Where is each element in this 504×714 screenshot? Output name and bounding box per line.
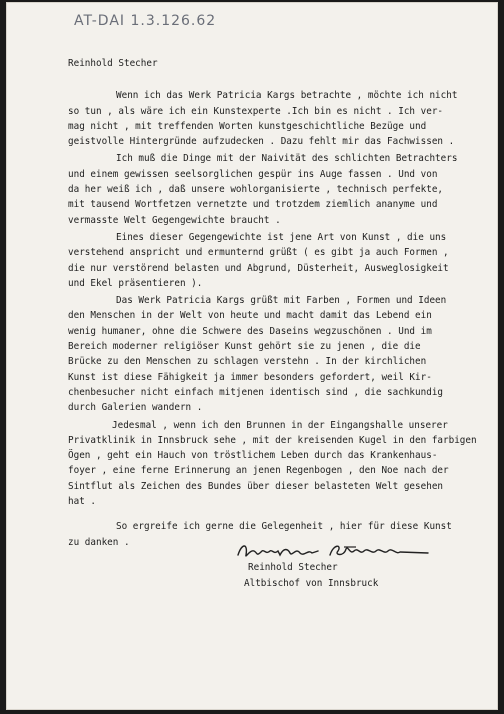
- paragraph-3: [68, 230, 488, 291]
- handwritten-signature: [234, 537, 434, 565]
- text-line: die nur verstörend belasten und Abgrund, Düsterheit, Ausweglosigkeit: [68, 262, 449, 274]
- signer-title: Altbischof von Innsbruck: [244, 578, 379, 589]
- letter-heading: Reinhold Stecher: [68, 58, 158, 69]
- text-line: so tun , als wäre ich ein Kunstexperte .Ich bin es nicht . Ich ver-: [68, 105, 444, 117]
- text-line: Bereich moderner religiöser Kunst gehört sie zu jenen , die die: [68, 341, 421, 353]
- text-line: Sintflut als Zeichen des Bundes über dieser belasteten Welt gesehen: [68, 480, 444, 492]
- text-line: Ögen , geht ein Hauch von tröstlichem Leben durch das Krankenhaus-: [68, 450, 438, 462]
- paragraph-4: [68, 293, 488, 415]
- text-line: Jedesmal , wenn ich den Brunnen in der Eingangshalle unserer: [112, 419, 448, 431]
- text-line: und einem gewissen seelsorglichen gespür ins Auge fassen . Und von: [68, 168, 438, 180]
- letter-page: [6, 2, 498, 710]
- paragraph-1: [68, 88, 488, 149]
- text-line: verstehend anspricht und ermunternd grüßt ( es gibt ja auch Formen ,: [68, 247, 449, 259]
- text-line: Wenn ich das Werk Patricia Kargs betrachte , möchte ich nicht: [116, 90, 458, 102]
- paragraph-5: [68, 418, 488, 510]
- text-line: zu danken .: [68, 536, 130, 548]
- paragraph-2: [68, 151, 488, 227]
- text-line: den Menschen in der Welt von heute und macht damit das Lebend ein: [68, 310, 432, 322]
- text-line: Ich muß die Dinge mit der Naivität des schlichten Betrachters: [116, 153, 458, 165]
- text-line: geistvolle Hintergründe aufzudecken . Dazu fehlt mir das Fachwissen .: [68, 136, 455, 148]
- text-line: und Ekel präsentieren ).: [68, 277, 203, 289]
- text-line: Brücke zu den Menschen zu schlagen verstehn . In der kirchlichen: [68, 356, 427, 368]
- letter-body: [68, 42, 488, 550]
- text-line: So ergreife ich gerne die Gelegenheit , hier für diese Kunst: [116, 521, 452, 533]
- text-line: da her weiß ich , daß unsere wohlorganisierte , technisch perfekte,: [68, 184, 444, 196]
- text-line: Kunst ist diese Fähigkeit ja immer besonders gefordert, weil Kir-: [68, 371, 432, 383]
- text-line: foyer , eine ferne Erinnerung an jenen Regenbogen , den Noe nach der: [68, 465, 449, 477]
- signer-name: Reinhold Stecher: [248, 562, 338, 573]
- text-line: durch Galerien wandern .: [68, 402, 203, 414]
- text-line: vermasste Welt Gegengewichte braucht .: [68, 214, 281, 226]
- text-line: mit tausend Wortfetzen vernetzte und trotzdem ziemlich ananyme und: [68, 199, 438, 211]
- text-line: Privatklinik in Innsbruck sehe , mit der kreisenden Kugel in den farbigen: [68, 434, 477, 446]
- text-line: Das Werk Patricia Kargs grüßt mit Farben , Formen und Ideen: [116, 295, 447, 307]
- archive-stamp: AT-DAI 1.3.126.62: [74, 13, 217, 29]
- text-line: chenbesucher nicht einfach mitjenen identisch sind , die sachkundig: [68, 386, 444, 398]
- text-line: Eines dieser Gegengewichte ist jene Art von Kunst , die uns: [116, 231, 447, 243]
- text-line: hat .: [68, 496, 96, 508]
- text-line: wenig humaner, ohne die Schwere des Daseins wegzuschönen . Und im: [68, 325, 432, 337]
- text-line: mag nicht , mit treffenden Worten kunstgeschichtliche Bezüge und: [68, 120, 427, 132]
